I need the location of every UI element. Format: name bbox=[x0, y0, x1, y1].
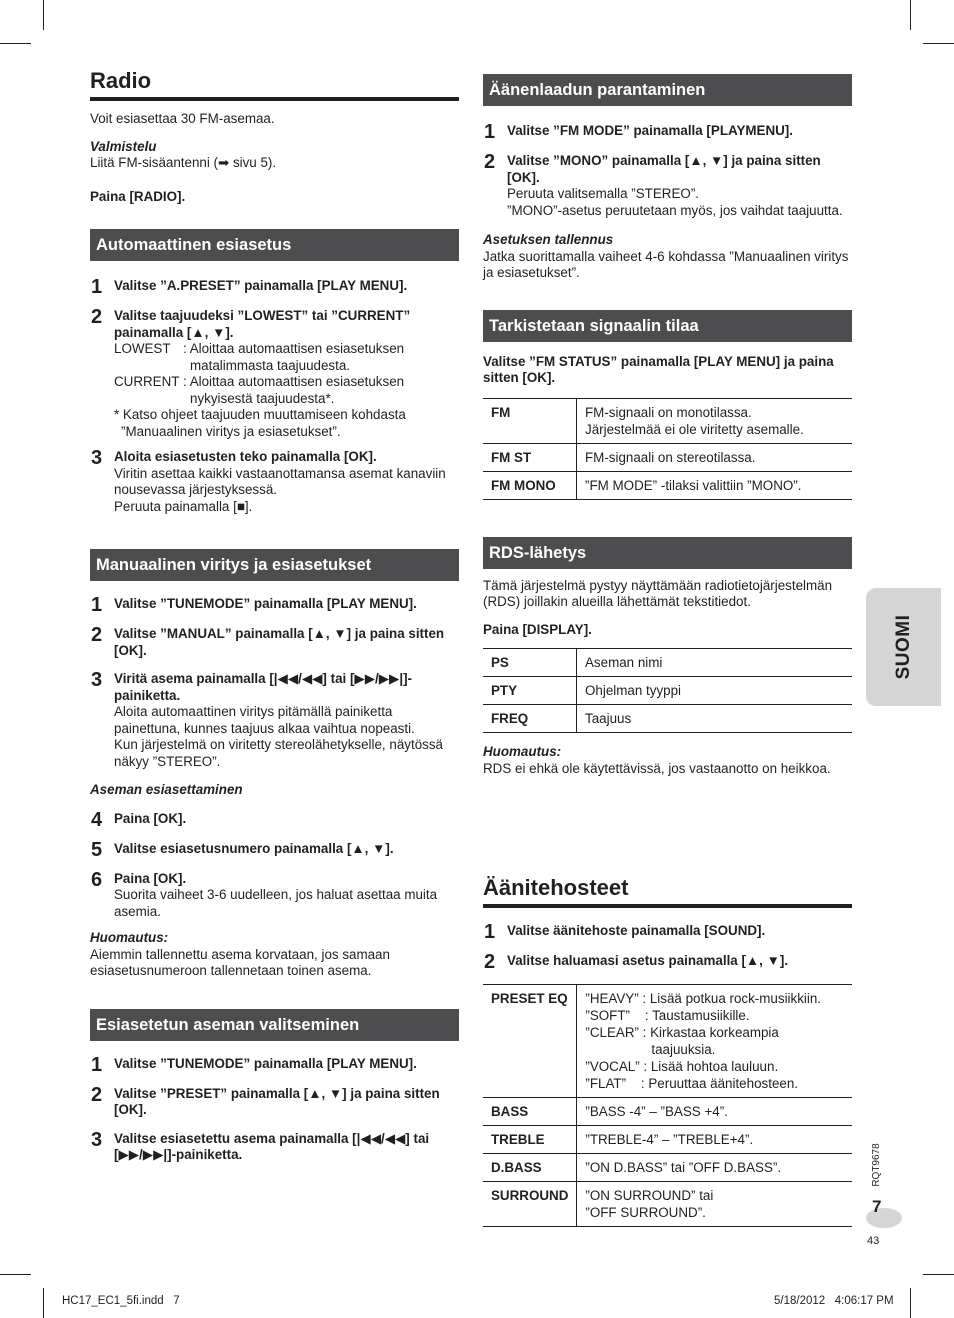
step-text: Valitse taajuudeksi ”LOWEST” tai ”CURRENT” painamalla [▲, ▼]. bbox=[114, 308, 411, 340]
radio-intro: Voit esiasettaa 30 FM-asemaa. bbox=[90, 111, 275, 126]
preset-select-heading: Esiasetetun aseman valitseminen bbox=[90, 1009, 459, 1041]
auto-footnote: * Katso ohjeet taajuuden muuttamiseen kohdasta ”Manuaalinen viritys ja esiasetukset”. bbox=[114, 407, 406, 439]
rds-table bbox=[483, 648, 852, 733]
rds-heading: RDS-lähetys bbox=[483, 537, 852, 569]
step-number: 3 bbox=[91, 447, 103, 469]
preset-label: Aseman esiasettaminen bbox=[90, 782, 243, 797]
step-text: Valitse ”A.PRESET” painamalla [PLAY MENU]. bbox=[114, 278, 408, 293]
table-row: PTY Ohjelman tyyppi bbox=[483, 677, 852, 705]
quality-step-1: 1 Valitse ”FM MODE” painamalla [PLAYMENU]. bbox=[484, 121, 793, 143]
signal-heading: Tarkistetaan signaalin tilaa bbox=[483, 310, 852, 342]
crop-mark bbox=[43, 1288, 44, 1318]
manual-step-1: 1 Valitse ”TUNEMODE” painamalla [PLAY MENU]. bbox=[91, 594, 417, 616]
auto-step-2 bbox=[90, 308, 459, 440]
crop-mark bbox=[0, 1274, 31, 1275]
table-row: D.BASS ”ON D.BASS” tai ”OFF D.BASS”. bbox=[483, 1154, 852, 1182]
crop-mark bbox=[923, 43, 954, 44]
manual-note-text: Aiemmin tallennettu asema korvataan, jos samaan esiasetusnumeroon tallennetaan toinen asema. bbox=[90, 946, 390, 978]
left-column bbox=[90, 68, 459, 1164]
effects-table bbox=[483, 984, 852, 1227]
step-number: 1 bbox=[91, 276, 103, 298]
table-row: FM FM-signaali on monotilassa. Järjestelmää ei ole viritetty asemalle. bbox=[483, 398, 852, 443]
table-row: SURROUND ”ON SURROUND” tai ”OFF SURROUND”. bbox=[483, 1182, 852, 1227]
prep-text: Liitä FM-sisäantenni (➡ sivu 5). bbox=[90, 155, 277, 170]
page-sub-number: 43 bbox=[867, 1235, 880, 1247]
press-radio: Paina [RADIO]. bbox=[90, 188, 186, 204]
quality-step-2: 2 Valitse ”MONO” painamalla [▲, ▼] ja paina sitten [OK]. Peruuta valitsemalla ”STEREO”. ”MONO”-asetus peruutetaan myös, jos vaihdat taajuutta. bbox=[484, 151, 843, 218]
footer-file: HC17_EC1_5fi.indd 7 bbox=[62, 1295, 180, 1307]
crop-mark bbox=[43, 0, 44, 30]
rds-note-text: RDS ei ehkä ole käytettävissä, jos vastaanotto on heikkoa. bbox=[483, 760, 831, 776]
select-step-3: 3 Valitse esiasetettu asema painamalla [|◀◀/◀◀] tai [▶▶/▶▶|]-painiketta. bbox=[91, 1128, 430, 1162]
effects-step-2: 2 Valitse haluamasi asetus painamalla [▲, ▼]. bbox=[484, 951, 789, 973]
manual-tuning-heading: Manuaalinen viritys ja esiasetukset bbox=[90, 549, 459, 581]
table-row: PS Aseman nimi bbox=[483, 649, 852, 677]
radio-heading: Radio bbox=[90, 68, 459, 101]
manual-step-3: 3 Viritä asema painamalla [|◀◀/◀◀] tai [▶▶/▶▶|]-painiketta. Aloita automaattinen viritys pitämällä painiketta painettuna, kunnes taajuus alkaa vaihtua nopeasti. Kun järjestelmä on viritetty stereolähetykselle, näytössä näkyy ”STEREO”. bbox=[91, 669, 443, 769]
step-number: 2 bbox=[91, 306, 103, 328]
page-number: 7 bbox=[872, 1197, 882, 1216]
crop-mark bbox=[910, 0, 911, 30]
select-step-1: 1 Valitse ”TUNEMODE” painamalla [PLAY MENU]. bbox=[91, 1053, 417, 1076]
language-tab: SUOMI bbox=[866, 588, 941, 706]
table-row: TREBLE ”TREBLE-4” – ”TREBLE+4”. bbox=[483, 1126, 852, 1154]
crop-mark bbox=[910, 1288, 911, 1318]
auto-preset-heading: Automaattinen esiasetus bbox=[90, 229, 459, 261]
step-text: Aloita esiasetusten teko painamalla [OK]. bbox=[114, 449, 377, 464]
auto-step-1 bbox=[90, 278, 459, 296]
signal-intro: Valitse ”FM STATUS” painamalla [PLAY MENU] ja paina sitten [OK]. bbox=[483, 353, 834, 385]
quality-heading: Äänenlaadun parantaminen bbox=[483, 74, 852, 106]
footer-date: 5/18/2012 4:06:17 PM bbox=[774, 1295, 894, 1307]
manual-step-4: 4 Paina [OK]. bbox=[91, 808, 187, 831]
lowest-definition: LOWEST : Aloittaa automaattisen esiasetuksen matalimmasta taajuudesta. bbox=[114, 341, 405, 373]
select-step-2: 2 Valitse ”PRESET” painamalla [▲, ▼] ja paina sitten [OK]. bbox=[91, 1083, 440, 1117]
manual-step-2: 2 Valitse ”MANUAL” painamalla [▲, ▼] ja paina sitten [OK]. bbox=[91, 624, 445, 658]
table-row: FREQ Taajuus bbox=[483, 705, 852, 733]
rds-note-label: Huomautus: bbox=[483, 744, 562, 759]
table-row: FM ST FM-signaali on stereotilassa. bbox=[483, 443, 852, 471]
signal-table bbox=[483, 398, 852, 500]
manual-step-6: 6 Paina [OK]. Suorita vaiheet 3-6 uudelleen, jos haluat asettaa muita asemia. bbox=[91, 868, 438, 919]
table-row: PRESET EQ ”HEAVY” : Lisää potkua rock-musiikkiin. ”SOFT” : Taustamusiikille. ”CLEAR” : Kirkastaa korkeampia taajuuksia. ”VOCAL” : Lisää hohtoa lauluun. ”FLAT” : Peruuttaa äänitehosteen. bbox=[483, 985, 852, 1098]
effects-step-1: 1 Valitse äänitehoste painamalla [SOUND]. bbox=[484, 921, 766, 943]
right-column bbox=[483, 74, 852, 1227]
crop-mark bbox=[923, 1274, 954, 1275]
save-label: Asetuksen tallennus bbox=[483, 232, 614, 247]
save-text: Jatka suorittamalla vaiheet 4-6 kohdassa ”Manuaalinen viritys ja esiasetukset”. bbox=[483, 248, 849, 280]
rds-press: Paina [DISPLAY]. bbox=[483, 621, 592, 637]
rds-intro: Tämä järjestelmä pystyy näyttämään radiotietojärjestelmän (RDS) joillakin alueilla lähettämät tekstitiedot. bbox=[483, 577, 833, 609]
prep-label: Valmistelu bbox=[90, 138, 157, 154]
manual-step-5: 5 Valitse esiasetusnumero painamalla [▲, ▼]. bbox=[91, 838, 394, 861]
current-definition: CURRENT : Aloittaa automaattisen esiasetuksen nykyisestä taajuudesta*. bbox=[114, 374, 405, 406]
doc-code: RQT9678 bbox=[870, 1143, 882, 1187]
manual-note-label: Huomautus: bbox=[90, 930, 169, 945]
auto-step-3: 3 Aloita esiasetusten teko painamalla [OK]. Viritin asettaa kaikki vastaanottamansa asemat kanaviin nousevassa järjestyksessä. Peruuta painamalla [■]. bbox=[90, 449, 459, 515]
table-row: FM MONO ”FM MODE” -tilaksi valittiin ”MONO”. bbox=[483, 471, 852, 499]
effects-heading: Äänitehosteet bbox=[483, 875, 852, 908]
crop-mark bbox=[0, 43, 31, 44]
table-row: BASS ”BASS -4” – ”BASS +4”. bbox=[483, 1098, 852, 1126]
